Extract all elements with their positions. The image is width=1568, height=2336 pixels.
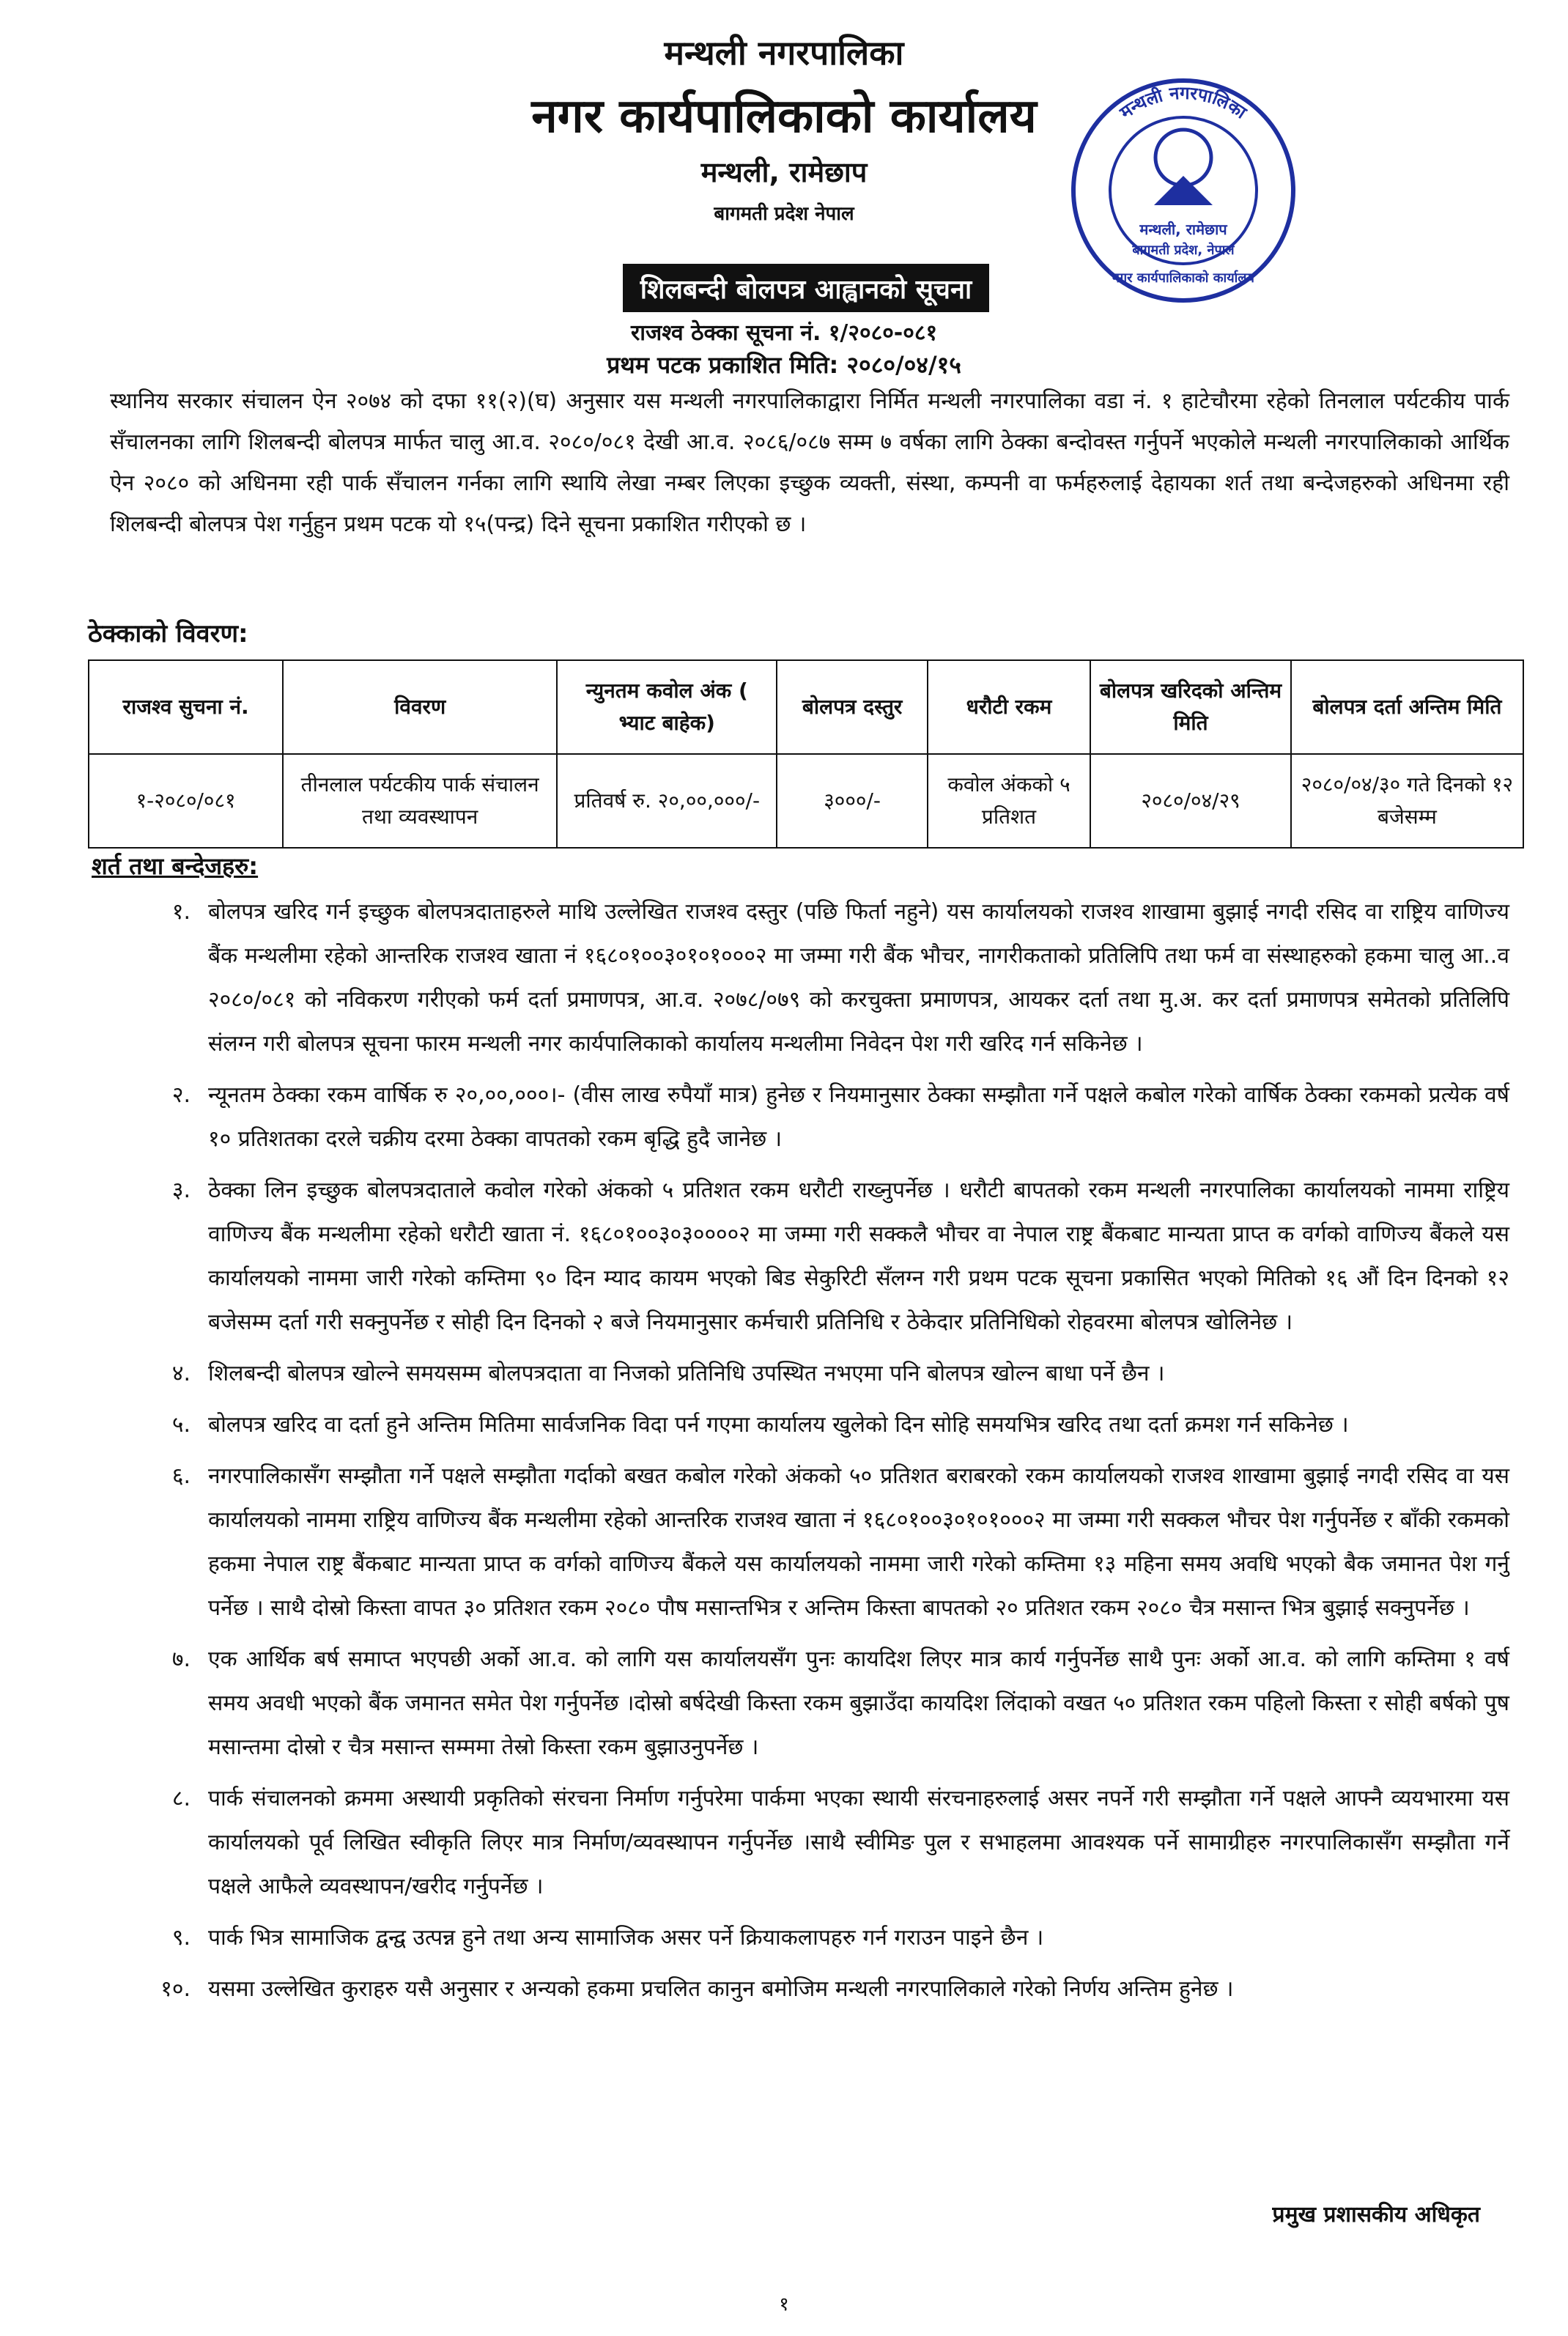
list-item bbox=[88, 1403, 1509, 1447]
cell-submission-deadline: २०८०/०४/३० गते दिनको १२ बजेसम्म bbox=[1291, 754, 1523, 848]
publication-date: प्रथम पटक प्रकाशित मिति: २०८०/०४/१५ bbox=[607, 351, 961, 379]
table-header-row bbox=[89, 660, 1523, 754]
header-tender-fee: बोलपत्र दस्तुर bbox=[777, 660, 927, 754]
condition-number: १०. bbox=[160, 1976, 191, 2002]
list-item bbox=[88, 1073, 1509, 1161]
condition-text: शिलबन्दी बोलपत्र खोल्ने समयसम्म बोलपत्रदाता वा निजको प्रतिनिधि उपस्थित नभएमा पनि बोलपत्र खोल्न बाधा पर्ने छैन । bbox=[208, 1361, 1165, 1386]
office-seal-stamp bbox=[1062, 70, 1304, 311]
condition-text: एक आर्थिक बर्ष समाप्त भएपछी अर्को आ.व. को लागि यस कार्यालयसँग पुनः कायदिश लिएर मात्र कार्य गर्नुपर्नेछ साथै पुनः अर्को आ.व. को लागि कम्तिमा १ वर्ष समय अवधी भएको बैंक जमानत समेत पेश गर्नुपर्नेछ ।दोस्रो बर्षदेखी किस्ता रकम बुझाउँदा कायदिश लिंदाको वखत ५० प्रतिशत रकम पहिलो किस्ता र सोही बर्षको पुष मसान्तमा दोस्रो र चैत्र मसान्त सम्ममा तेस्रो किस्ता रकम बुझाउनुपर्नेछ । bbox=[208, 1646, 1509, 1760]
header-purchase-deadline: बोलपत्र खरिदको अन्तिम मिति bbox=[1090, 660, 1291, 754]
office-location: मन्थली, रामेछाप bbox=[700, 156, 868, 188]
notice-number: राजश्व ठेक्का सूचना नं. १/२०८०-०८१ bbox=[630, 320, 938, 346]
list-item bbox=[88, 1455, 1509, 1630]
list-item bbox=[88, 1352, 1509, 1396]
condition-text: नगरपालिकासँग सम्झौता गर्ने पक्षले सम्झौता गर्दाको बखत कबोल गरेको अंकको ५० प्रतिशत बराबरको रकम कार्यालयको राजश्व शाखामा बुझाई नगदी रसिद वा यस कार्यालयको नाममा राष्ट्रिय वाणिज्य बैंक मन्थलीमा रहेको आन्तरिक राजश्व खाता नं १६८०१००३०१०१०००२ मा जम्मा गरी सक्कल भौचर पेश गर्नुपर्नेछ र बाँकी रकमको हकमा नेपाल राष्ट्र बैंकबाट मान्यता प्राप्त क वर्गको वाणिज्य बैंकले यस कार्यालयको नाममा जारी गरेको कम्तिमा १३ महिना समय अवधि भएको बैक जमानत पेश गर्नु पर्नेछ । साथै दोस्रो किस्ता वापत ३० प्रतिशत रकम २०८० पौष मसान्तभित्र र अन्तिम किस्ता बापतको २० प्रतिशत रकम २०८० चैत्र मसान्त भित्र बुझाई सक्नुपर्नेछ । bbox=[208, 1463, 1509, 1621]
province-name: बागमती प्रदेश नेपाल bbox=[714, 203, 854, 225]
cell-description: तीनलाल पर्यटकीय पार्क संचालन तथा व्यवस्थापन bbox=[283, 754, 557, 848]
condition-text: पार्क संचालनको क्रममा अस्थायी प्रकृतिको संरचना निर्माण गर्नुपरेमा पार्कमा भएका स्थायी संरचनाहरुलाई असर नपर्ने गरी सम्झौता गर्ने पक्षले आफ्नै व्ययभारमा यस कार्यालयको पूर्व लिखित स्वीकृति लिएर मात्र निर्माण/व्यवस्थापन गर्नुपर्नेछ ।साथै स्वीमिङ पुल र सभाहलमा आवश्यक पर्ने सामाग्रीहरु नगरपालिकासँग सम्झौता गर्ने पक्षले आफैले व्यवस्थापन/खरीद गर्नुपर्नेछ । bbox=[208, 1786, 1509, 1899]
seal-line-2: नगर कार्यपालिकाको कार्यालय bbox=[1112, 270, 1254, 286]
header-description: विवरण bbox=[283, 660, 557, 754]
intro-paragraph: स्थानिय सरकार संचालन ऐन २०७४ को दफा ११(२)(घ) अनुसार यस मन्थली नगरपालिकाद्वारा निर्मित मन्थली नगरपालिका वडा नं. १ हाटेचौरमा रहेको तिनलाल पर्यटकीय पार्क सँचालनका लागि शिलबन्दी बोलपत्र मार्फत चालु आ.व. २०८०/०८१ देखी आ.व. २०८६/०८७ सम्म ७ वर्षका लागि ठेक्का बन्दोवस्त गर्नुपर्ने भएकोले मन्थली नगरपालिकाको आर्थिक ऐन २०८० को अधिनमा रही पार्क सँचालन गर्नका लागि स्थायि लेखा नम्बर लिएका इच्छुक व्यक्ती, संस्था, कम्पनी वा फर्महरुलाई देहायका शर्त तथा बन्देजहरुको अधिनमा रही शिलबन्दी बोलपत्र पेश गर्नुहुन प्रथम पटक यो १५(पन्द्र) दिने सूचना प्रकाशित गरीएको छ । bbox=[110, 388, 1509, 537]
contract-details-heading: ठेक्काको विवरण: bbox=[88, 619, 248, 648]
condition-number: ६. bbox=[171, 1463, 191, 1489]
condition-text: यसमा उल्लेखित कुराहरु यसै अनुसार र अन्यको हकमा प्रचलित कानुन बमोजिम मन्थली नगरपालिकाले गरेको निर्णय अन्तिम हुनेछ । bbox=[208, 1976, 1234, 2002]
condition-number: ९. bbox=[171, 1925, 191, 1951]
list-item bbox=[88, 1967, 1509, 2011]
condition-text: बोलपत्र खरिद वा दर्ता हुने अन्तिम मितिमा सार्वजनिक विदा पर्न गएमा कार्यालय खुलेको दिन सोहि समयभित्र खरिद तथा दर्ता क्रमश गर्न सकिनेछ । bbox=[208, 1412, 1349, 1438]
office-name: नगर कार्यपालिकाको कार्यालय bbox=[531, 89, 1037, 144]
list-item bbox=[88, 890, 1509, 1066]
notice-title: शिलबन्दी बोलपत्र आह्वानको सूचना bbox=[623, 264, 989, 312]
condition-number: ८. bbox=[171, 1786, 191, 1811]
seal-line-1: मन्थली नगरपालिका bbox=[1116, 82, 1251, 123]
cell-minimum-bid: प्रतिवर्ष रु. २०,००,०००/- bbox=[557, 754, 777, 848]
header-submission-deadline: बोलपत्र दर्ता अन्तिम मिति bbox=[1291, 660, 1523, 754]
cell-purchase-deadline: २०८०/०४/२९ bbox=[1090, 754, 1291, 848]
condition-number: ५. bbox=[171, 1412, 191, 1438]
contract-details-table bbox=[88, 659, 1524, 849]
header-notice-number: राजश्व सुचना नं. bbox=[89, 660, 283, 754]
condition-text: बोलपत्र खरिद गर्न इच्छुक बोलपत्रदाताहरुले माथि उल्लेखित राजश्व दस्तुर (पछि फिर्ता नहुने) यस कार्यालयको राजश्व शाखामा बुझाई नगदी रसिद वा राष्ट्रिय वाणिज्य बैंक मन्थलीमा रहेको आन्तरिक राजश्व खाता नं १६८०१००३०१०१०००२ मा जम्मा गरी बैंक भौचर, नागरीकताको प्रतिलिपि तथा फर्म वा संस्थाहरुको हकमा चालु आ..व २०८०/०८१ को नविकरण गरीएको फर्म दर्ता प्रमाणपत्र, आ.व. २०७८/०७९ को करचुक्ता प्रमाणपत्र, आयकर दर्ता तथा मु.अ. कर दर्ता प्रमाणपत्र समेतको प्रतिलिपि संलग्न गरी बोलपत्र सूचना फारम मन्थली नगर कार्यपालिकाको कार्यालय मन्थलीमा निवेदन पेश गरी खरिद गर्न सकिनेछ । bbox=[208, 899, 1509, 1057]
seal-line-4: बागमती प्रदेश, नेपाल bbox=[1132, 243, 1235, 258]
condition-text: न्यूनतम ठेक्का रकम वार्षिक रु २०,००,०००।- (वीस लाख रुपैयाँ मात्र) हुनेछ र नियमानुसार ठेक्का सम्झौता गर्ने पक्षले कबोल गरेको वार्षिक ठेक्का रकमको प्रत्येक वर्ष १० प्रतिशतका दरले चक्रीय दरमा ठेक्का वापतको रकम बृद्धि हुदै जानेछ । bbox=[208, 1082, 1509, 1152]
condition-number: ४. bbox=[171, 1361, 191, 1386]
municipality-name: मन्थली नगरपालिका bbox=[664, 33, 904, 73]
condition-text: पार्क भित्र सामाजिक द्वन्द्व उत्पन्न हुने तथा अन्य सामाजिक असर पर्ने क्रियाकलापहरु गर्न गराउन पाइने छैन । bbox=[208, 1925, 1044, 1951]
condition-number: २. bbox=[171, 1082, 191, 1108]
cell-notice-number: १-२०८०/०८१ bbox=[89, 754, 283, 848]
page-number: १ bbox=[779, 2294, 789, 2315]
conditions-heading: शर्त तथा बन्देजहरु: bbox=[92, 852, 259, 880]
signatory-title: प्रमुख प्रशासकीय अधिकृत bbox=[1272, 2202, 1480, 2228]
list-item bbox=[88, 1777, 1509, 1909]
list-item bbox=[88, 1169, 1509, 1345]
list-item bbox=[88, 1638, 1509, 1770]
condition-number: ३. bbox=[171, 1178, 191, 1203]
list-item bbox=[88, 1916, 1509, 1960]
conditions-list bbox=[88, 890, 1509, 2019]
header-deposit: धरौटी रकम bbox=[928, 660, 1090, 754]
condition-number: १. bbox=[171, 899, 191, 925]
header-minimum-bid: न्युनतम कवोल अंक ( भ्याट बाहेक) bbox=[557, 660, 777, 754]
seal-line-3: मन्थली, रामेछाप bbox=[1139, 221, 1227, 238]
condition-text: ठेक्का लिन इच्छुक बोलपत्रदाताले कवोल गरेको अंकको ५ प्रतिशत रकम धरौटी राख्नुपर्नेछ । धरौटी बापतको रकम मन्थली नगरपालिका कार्यालयको नाममा राष्ट्रिय वाणिज्य बैंक मन्थलीमा रहेको धरौटी खाता नं. १६८०१००३०३००००२ मा जम्मा गरी सक्कलै भौचर वा नेपाल राष्ट्र बैंकबाट मान्यता प्राप्त क वर्गको वाणिज्य बैंकले यस कार्यालयको नाममा जारी गरेको कम्तिमा ९० दिन म्याद कायम भएको बिड सेकुरिटी सँलग्न गरी प्रथम पटक सूचना प्रकासित भएको मितिको १६ औं दिन दिनको १२ बजेसम्म दर्ता गरी सक्नुपर्नेछ र सोही दिन दिनको २ बजे नियमानुसार कर्मचारी प्रतिनिधि र ठेकेदार प्रतिनिधिको रोहवरमा बोलपत्र खोलिनेछ । bbox=[208, 1178, 1509, 1335]
table-row bbox=[89, 754, 1523, 848]
cell-tender-fee: ३०००/- bbox=[777, 754, 927, 848]
cell-deposit: कवोल अंकको ५ प्रतिशत bbox=[928, 754, 1090, 848]
condition-number: ७. bbox=[171, 1646, 191, 1672]
